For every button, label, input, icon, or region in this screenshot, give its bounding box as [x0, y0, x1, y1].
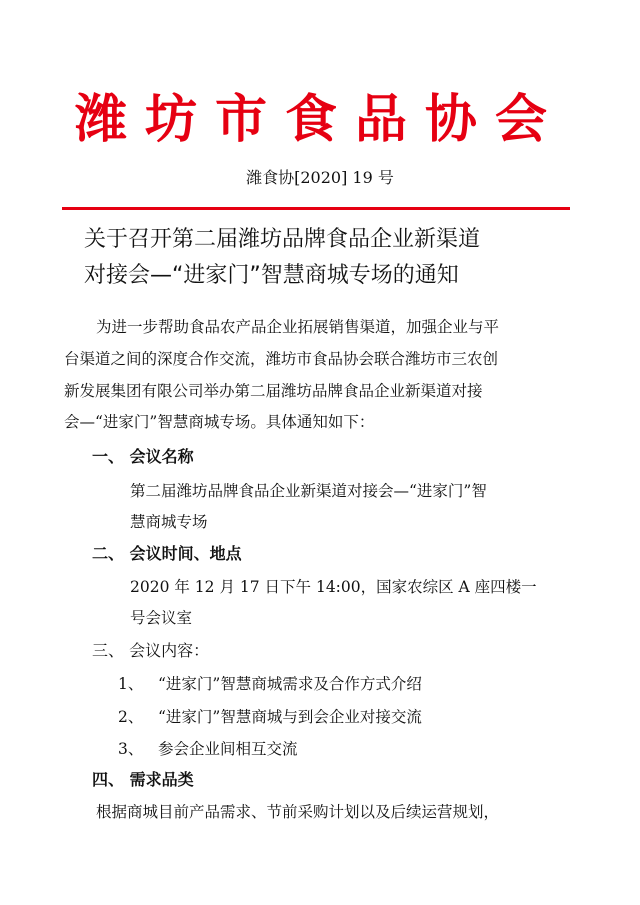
notice-title-line-2: 对接会—“进家门”智慧商城专场的通知: [84, 263, 459, 288]
intro-line-3: 新发展集团有限公司举办第二届潍坊品牌食品企业新渠道对接: [64, 382, 483, 400]
notice-title-line-1: 关于召开第二届潍坊品牌食品企业新渠道: [84, 227, 481, 252]
list-item-number: 2、: [118, 708, 144, 726]
list-item-number: 1、: [118, 675, 144, 693]
section-2-heading: 二、 会议时间、地点: [92, 544, 242, 563]
section-4-line-1: 根据商城目前产品需求、节前采购计划以及后续运营规划，: [96, 803, 500, 821]
intro-line-4: 会—“进家门”智慧商城专场。具体通知如下：: [64, 413, 375, 431]
organization-title: 潍坊市食品协会: [74, 90, 565, 150]
list-item: [118, 669, 422, 699]
list-item: [118, 702, 422, 732]
section-3-heading: 三、 会议内容：: [92, 641, 210, 660]
section-2-line-2: 号会议室: [130, 609, 193, 627]
document-number: 潍食协[2020] 19 号: [246, 168, 394, 187]
section-1-heading: 一、 会议名称: [92, 447, 194, 466]
section-2-line-1: 2020 年 12 月 17 日下午 14:00，国家农综区 A 座四楼一: [130, 578, 537, 596]
section-1-line-2: 慧商城专场: [130, 513, 208, 531]
red-divider-line: [62, 207, 570, 210]
section-4-heading: 四、 需求品类: [92, 770, 194, 789]
list-item-number: 3、: [118, 740, 144, 758]
notice-title: [84, 222, 584, 294]
list-item: [118, 734, 298, 764]
list-item-text: “进家门”智慧商城需求及合作方式介绍: [158, 675, 422, 693]
list-item-text: “进家门”智慧商城与到会企业对接交流: [158, 708, 422, 726]
intro-line-1: 为进一步帮助食品农产品企业拓展销售渠道，加强企业与平: [96, 318, 500, 336]
section-1-line-1: 第二届潍坊品牌食品企业新渠道对接会—“进家门”智: [130, 482, 487, 500]
intro-line-2: 台渠道之间的深度合作交流，潍坊市食品协会联合潍坊市三农创: [64, 350, 499, 368]
list-item-text: 参会企业间相互交流: [158, 740, 298, 758]
